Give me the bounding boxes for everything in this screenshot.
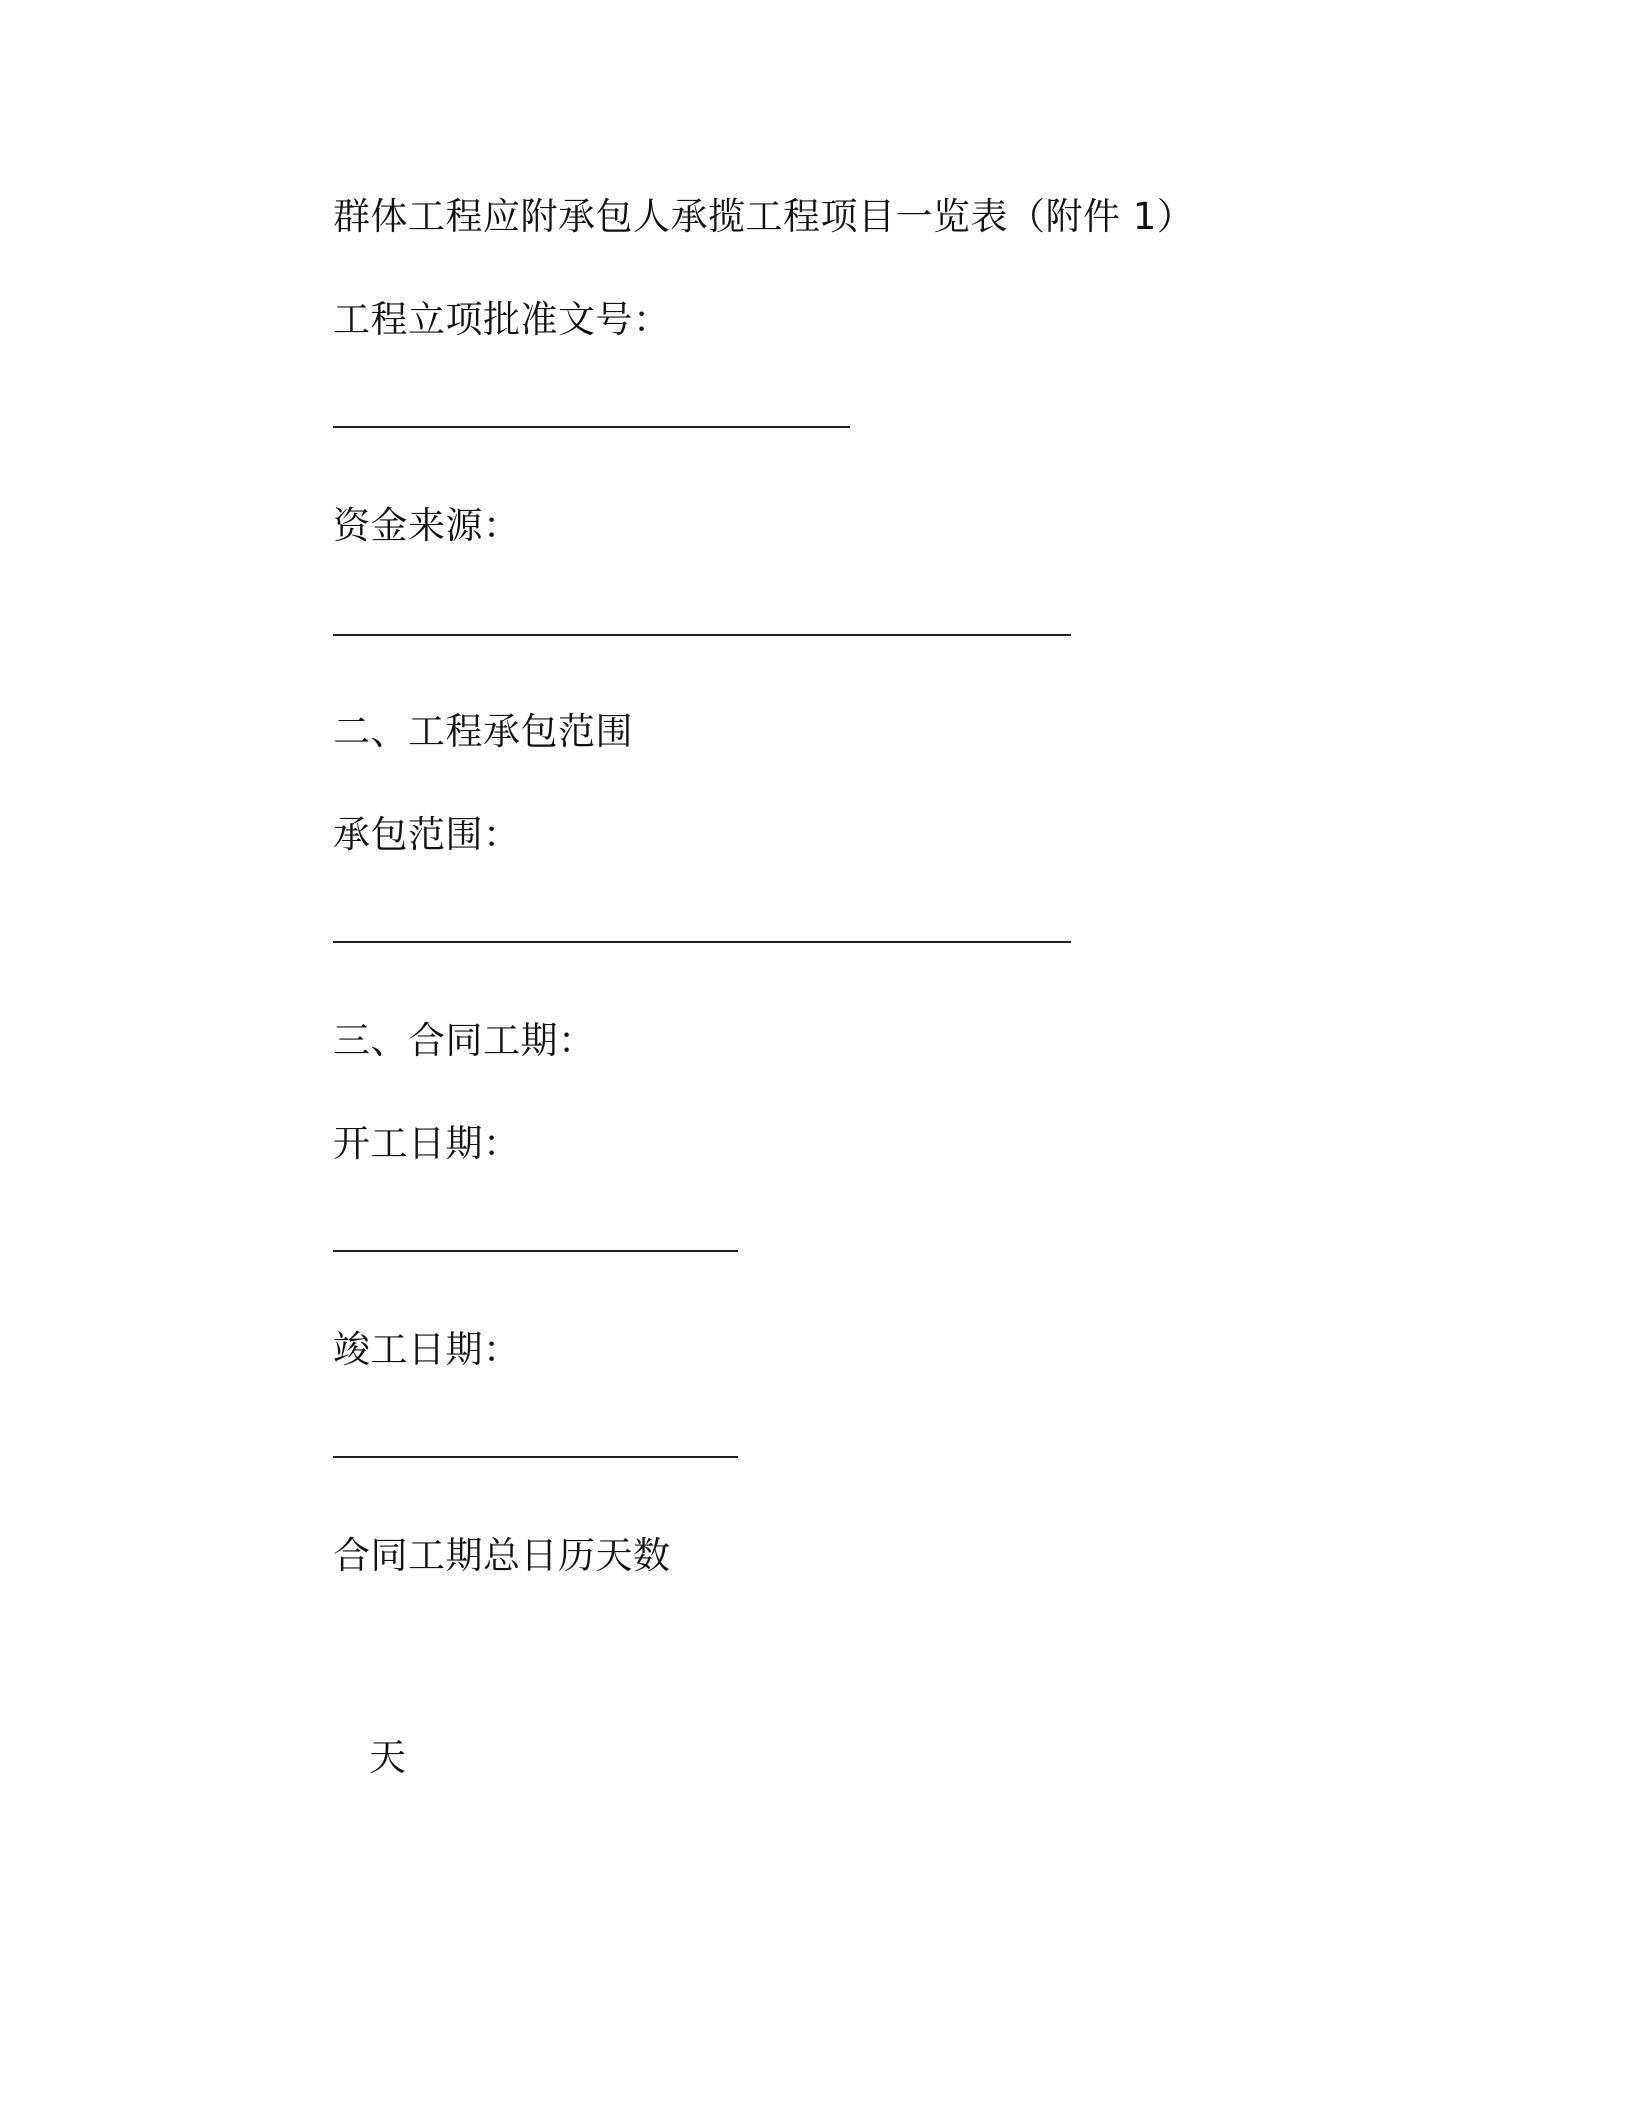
completion-date-label: 竣工日期： [333,1328,521,1371]
document-title: 群体工程应附承包人承揽工程项目一览表（附件 1） [333,195,1195,238]
section-2-heading: 二、工程承包范围 [333,710,633,753]
completion-date-blank[interactable] [333,1456,738,1458]
funding-source-blank[interactable] [333,634,1071,636]
section-3-heading: 三、合同工期： [333,1019,596,1062]
days-unit-label: 天 [369,1736,407,1779]
total-days-label: 合同工期总日历天数 [333,1534,671,1577]
start-date-label: 开工日期： [333,1122,521,1165]
scope-blank[interactable] [333,941,1071,943]
approval-number-blank[interactable] [333,426,850,428]
funding-source-label: 资金来源： [333,504,521,547]
start-date-blank[interactable] [333,1250,738,1252]
scope-label: 承包范围： [333,813,521,856]
approval-number-label: 工程立项批准文号： [333,298,671,341]
